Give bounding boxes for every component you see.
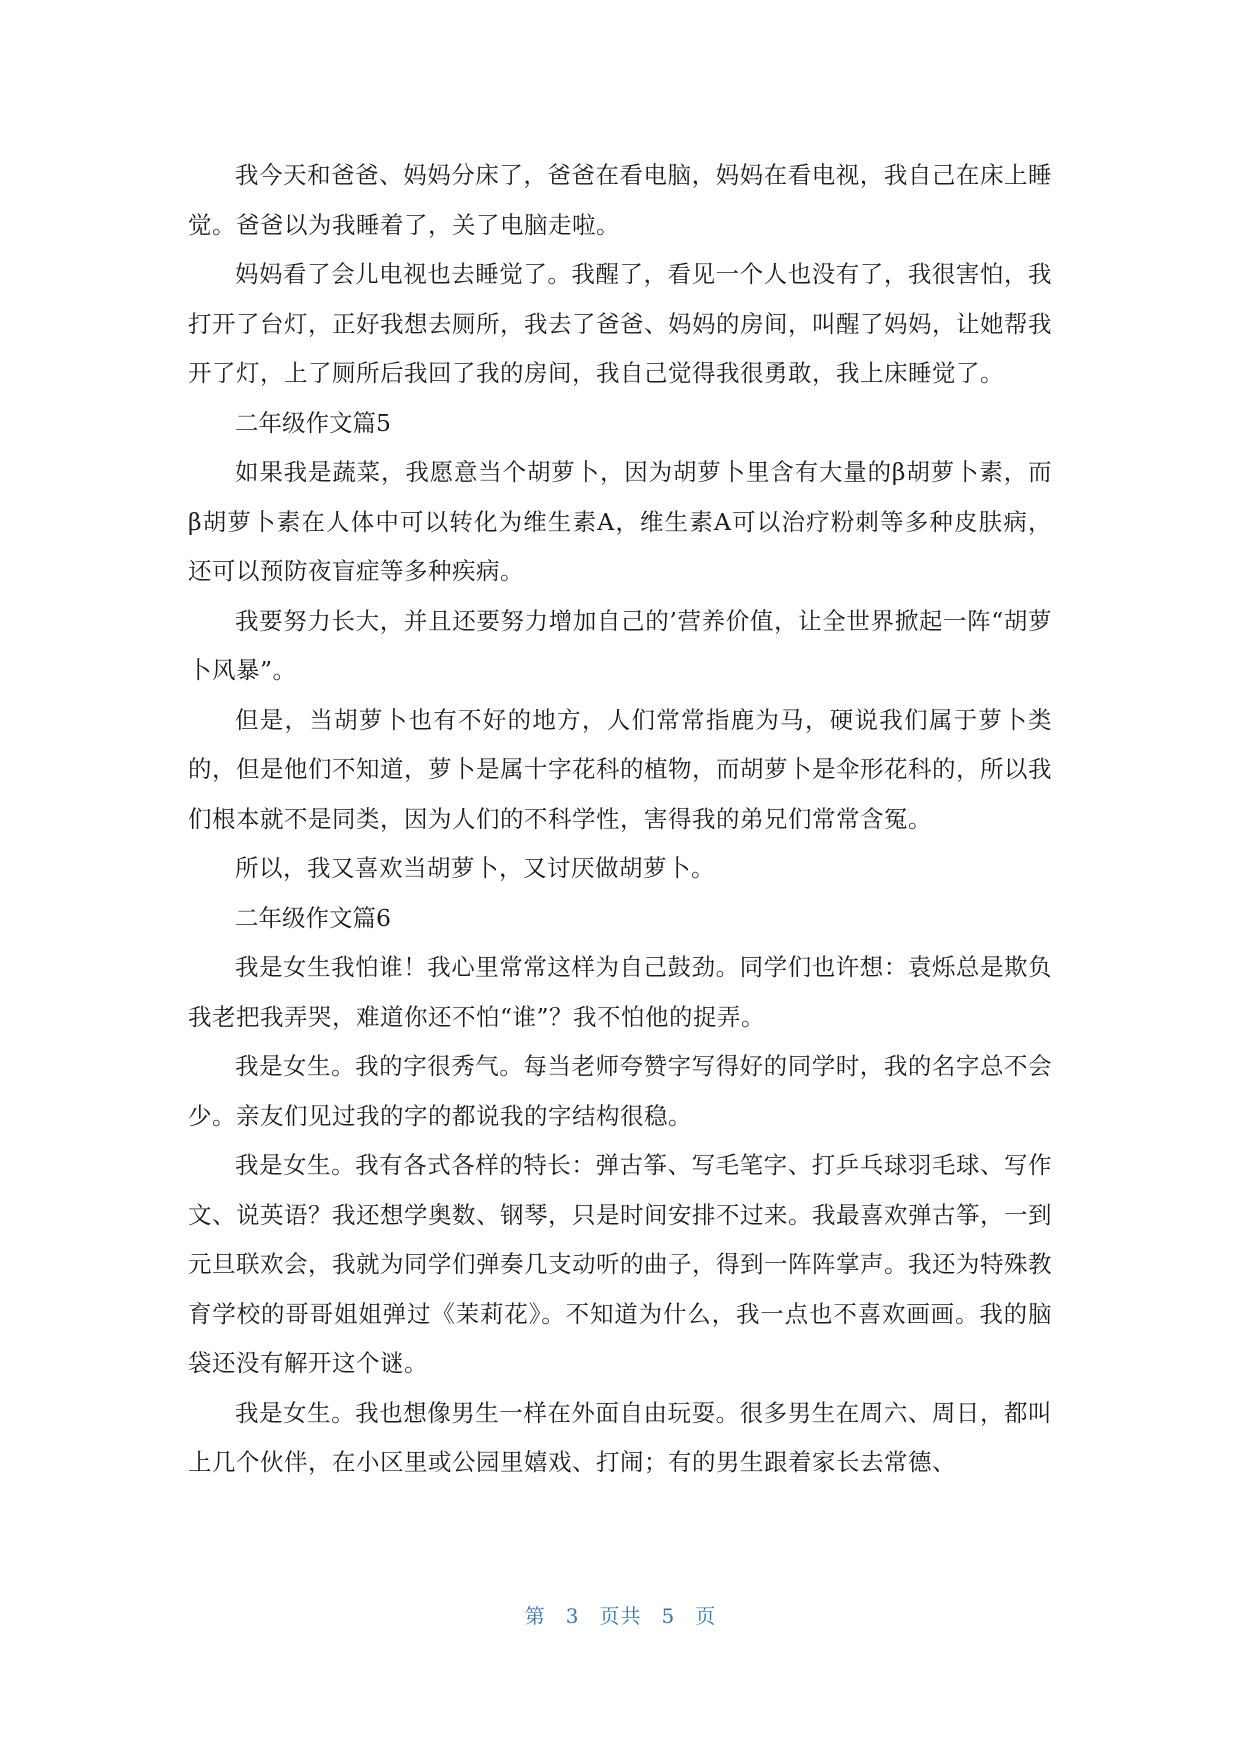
current-page-number: 3	[565, 1604, 580, 1628]
paragraph: 我今天和爸爸、妈妈分床了，爸爸在看电脑，妈妈在看电视，我自己在床上睡觉。爸爸以为我睡着了，关了电脑走啦。	[188, 161, 1052, 239]
paragraph: 我要努力长大，并且还要努力增加自己的’营养价值，让全世界掀起一阵“胡萝卜风暴”。	[188, 606, 1052, 684]
document-body	[188, 151, 1052, 1488]
paragraph: 如果我是蔬菜，我愿意当个胡萝卜，因为胡萝卜里含有大量的β胡萝卜素，而β胡萝卜素在人体中可以转化为维生素A，维生素A可以治疗粉刺等多种皮肤病，还可以预防夜盲症等多种疾病。	[188, 458, 1052, 585]
paragraph: 但是，当胡萝卜也有不好的地方，人们常常指鹿为马，硬说我们属于萝卜类的，但是他们不知道，萝卜是属十字花科的植物，而胡萝卜是伞形花科的，所以我们根本就不是同类，因为人们的不科学性，害得我的弟兄们常常含冤。	[188, 705, 1052, 833]
paragraph: 我是女生。我也想像男生一样在外面自由玩耍。很多男生在周六、周日，都叫上几个伙伴，在小区里或公园里嬉戏、打闹；有的男生跟着家长去常德、	[188, 1398, 1052, 1476]
paragraph: 我是女生我怕谁！我心里常常这样为自己鼓劲。同学们也许想：袁烁总是欺负我老把我弄哭，难道你还不怕“谁”？我不怕他的捉弄。	[188, 953, 1052, 1031]
total-pages-number: 5	[661, 1604, 676, 1628]
section-heading: 二年级作文篇6	[235, 903, 391, 932]
paragraph: 我是女生。我有各式各样的特长：弹古筝、写毛笔字、打乒乓球羽毛球、写作文、说英语？我还想学奥数、钢琴，只是时间安排不过来。我最喜欢弹古筝，一到元旦联欢会，我就为同学们弹奏几支动听的曲子，得到一阵阵掌声。我还为特殊教育学校的哥哥姐姐弹过《茉莉花》。不知道为什么，我一点也不喜欢画画。我的脑袋还没有解开这个谜。	[188, 1151, 1052, 1377]
footer-suffix: 页	[695, 1604, 717, 1628]
footer-middle: 页共	[599, 1604, 642, 1628]
paragraph: 我是女生。我的字很秀气。每当老师夸赞字写得好的同学时，我的名字总不会少。亲友们见过我的字的都说我的字结构很稳。	[188, 1052, 1052, 1130]
footer-prefix: 第	[524, 1604, 546, 1628]
paragraph: 妈妈看了会儿电视也去睡觉了。我醒了，看见一个人也没有了，我很害怕，我打开了台灯，正好我想去厕所，我去了爸爸、妈妈的房间，叫醒了妈妈，让她帮我开了灯，上了厕所后我回了我的房间，我自己觉得我很勇敢，我上床睡觉了。	[188, 260, 1052, 387]
section-heading: 二年级作文篇5	[235, 408, 391, 437]
paragraph: 所以，我又喜欢当胡萝卜，又讨厌做胡萝卜。	[235, 854, 715, 882]
page-footer	[0, 1600, 1241, 1629]
